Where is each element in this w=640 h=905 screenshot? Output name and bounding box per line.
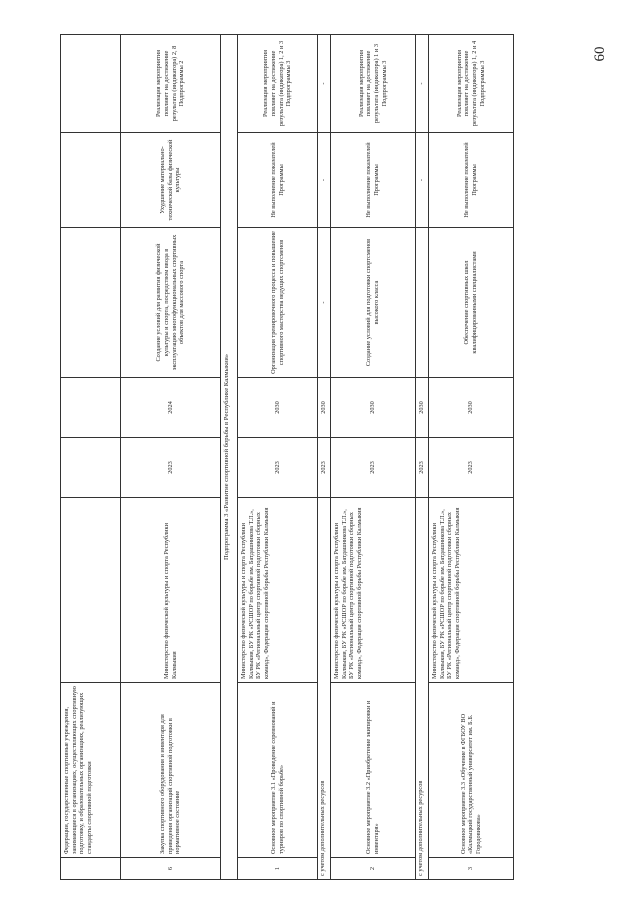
measures-table: [60, 34, 514, 880]
subprogram-title: Подпрограмма 3 «Развитие спортивной борьбы в Республике Калмыкия»: [221, 35, 238, 880]
cell-start: 2023: [429, 438, 514, 498]
cell-consequences: Не выполнение показателей Программы: [331, 133, 416, 228]
cell-executor: Министерство физической культуры и спорта Республики Калмыкия, БУ РК «РСШОР по борьбе им. Батдашникова Т.Л.», БУ РК «Региональный центр спортивной подготовки сборных команд», Федерация спортивной борьбы Республики Калмыкия: [331, 498, 416, 683]
cell-executor: Министерство физической культуры и спорта Республики Калмыкия, БУ РК «РСШОР по борьбе им. Батдашникова Т.Л.», БУ РК «Региональный центр спортивной подготовки сборных команд», Федерация спортивной борьбы Республики Калмыкия: [429, 498, 514, 683]
cell-link: [61, 35, 121, 133]
cell-result: [416, 228, 429, 378]
cell-consequences: -: [416, 133, 429, 228]
cell-consequences: Ухудшение материально-технической базы физической культуры: [121, 133, 221, 228]
cell-event: Основное мероприятие 3.2 «Приобретение экипировки и инвентаря»: [331, 683, 416, 858]
cell-end: 2030: [318, 378, 331, 438]
table-row: [429, 35, 514, 880]
cell-start: 2023: [318, 438, 331, 498]
cell-result: Обеспечение спортивных школ квалифицированными специалистами: [429, 228, 514, 378]
cell-result: Создание условий для развития физической культуры и спорта, посредством ввода в эксплуатацию многофункциональных спортивных объектов для массового спорта: [121, 228, 221, 378]
cell-executor: [61, 498, 121, 683]
cell-num: [61, 858, 121, 880]
cell-event: Основное мероприятие 3.1 «Проведение соревнований и турниров по спортивной борьбе»: [238, 683, 318, 858]
cell-start: 2023: [416, 438, 429, 498]
cell-link: -: [416, 35, 429, 133]
cell-event: Основное мероприятие 3.3 «Обучение в ФГБОУ ВО «Калмыцкий государственный университет им. Б.Б. Городовикова»: [429, 683, 514, 858]
cell-result: Организация тренировочного процесса и повышение спортивного мастерства ведущих спортсменов: [238, 228, 318, 378]
table-row: [238, 35, 318, 880]
subprogram-row: [221, 35, 238, 880]
cell-link: Реализация мероприятия повлияет на достижение результата (индикатора) 1, 2 и 4 Подпрограммы 3: [429, 35, 514, 133]
cell-executor: Министерство физической культуры и спорта Республики Калмыкия, БУ РК «РСШОР по борьбе им. Батдашникова Т.Л.», БУ РК «Региональный центр спортивной подготовки сборных команд», Федерация спортивной борьбы Республики Калмыкия: [238, 498, 318, 683]
table-row: [121, 35, 221, 880]
resources-row: [416, 35, 429, 880]
cell-num: 3: [429, 858, 514, 880]
cell-event: Федерации, государственные спортивные учреждения, занимающиеся в организациях, осуществляющих спортивную подготовку, и образовательных организациях, реализующих стандарты спортивной подготовки: [61, 683, 121, 858]
cell-consequences: Не выполнение показателей Программы: [429, 133, 514, 228]
cell-end: [61, 378, 121, 438]
cell-end: 2024: [121, 378, 221, 438]
table-row: [331, 35, 416, 880]
cell-resources: с учетом дополнительных ресурсов: [416, 498, 429, 880]
cell-end: 2030: [429, 378, 514, 438]
cell-event: Закупка спортивного оборудования и инвентаря для приведения организаций спортивной подготовки в нормативное состояние: [121, 683, 221, 858]
cell-link: Реализация мероприятия повлияет на достижение результата (индикатора) 2, 8 Подпрограммы 2: [121, 35, 221, 133]
cell-num: 6: [121, 858, 221, 880]
cell-num: 2: [331, 858, 416, 880]
cell-consequences: -: [318, 133, 331, 228]
cell-num: 1: [238, 858, 318, 880]
cell-end: 2030: [331, 378, 416, 438]
cell-end: 2030: [238, 378, 318, 438]
cell-start: 2023: [121, 438, 221, 498]
page-number: 60: [592, 46, 608, 62]
cell-start: 2023: [238, 438, 318, 498]
cell-result: Создание условий для подготовки спортсменов высокого класса: [331, 228, 416, 378]
resources-row: [318, 35, 331, 880]
cell-executor: Министерство физической культуры и спорта Республики Калмыкия: [121, 498, 221, 683]
cell-consequences: [61, 133, 121, 228]
cell-start: [61, 438, 121, 498]
cell-result: -: [318, 228, 331, 378]
cell-result: [61, 228, 121, 378]
cell-link: -: [318, 35, 331, 133]
table-row: [61, 35, 121, 880]
cell-link: Реализация мероприятия повлияет на достижение результата (индикатора) 1, 2 и 3 Подпрограммы 3: [238, 35, 318, 133]
cell-resources: с учетом дополнительных ресурсов: [318, 498, 331, 880]
cell-link: Реализация мероприятия повлияет на достижение результата (индикатора) 1 и 3 Подпрограммы 3: [331, 35, 416, 133]
cell-consequences: Не выполнение показателей Программы: [238, 133, 318, 228]
rotated-table-wrapper: [60, 35, 595, 880]
cell-end: 2030: [416, 378, 429, 438]
cell-start: 2023: [331, 438, 416, 498]
